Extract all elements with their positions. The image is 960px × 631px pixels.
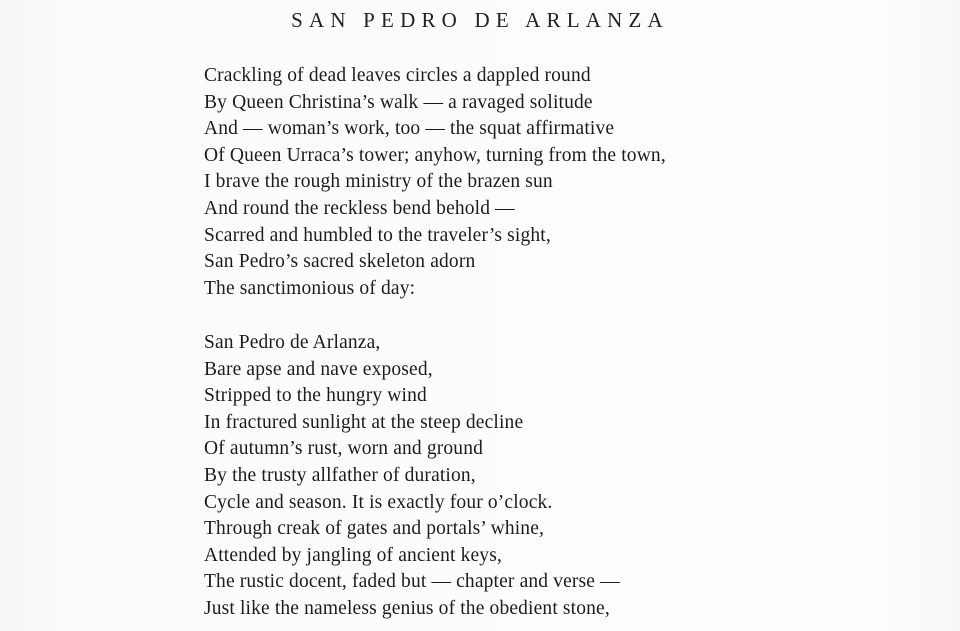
poem-line: And — woman’s work, too — the squat affirmative: [204, 118, 615, 140]
stanza-1: [204, 63, 666, 302]
poem-line: Scarred and humbled to the traveler’s sight,: [204, 224, 551, 246]
poem-line: The rustic docent, faded but — chapter and verse —: [204, 571, 620, 593]
poem-line: Of autumn’s rust, worn and ground: [204, 438, 483, 460]
poem-line: The sanctimonious of day:: [204, 277, 416, 299]
poem-line: Of Queen Urraca’s tower; anyhow, turning from the town,: [204, 144, 666, 166]
poem-line: Bare apse and nave exposed,: [204, 358, 433, 380]
poem-title: SAN PEDRO DE ARLANZA: [291, 8, 669, 32]
poem-line: Just like the nameless genius of the obedient stone,: [204, 597, 610, 619]
poem-line: San Pedro de Arlanza,: [204, 332, 381, 353]
poem-line: Crackling of dead leaves circles a dappled round: [204, 65, 591, 86]
poem-line: San Pedro’s sacred skeleton adorn: [204, 251, 476, 273]
poem-line: In fractured sunlight at the steep decline: [204, 411, 524, 433]
poem-line: Attended by jangling of ancient keys,: [204, 544, 502, 566]
poem-line: Through creak of gates and portals’ whine,: [204, 518, 545, 540]
stanza-2: [204, 330, 620, 623]
poem-line: By the trusty allfather of duration,: [204, 464, 476, 486]
poem-line: Stripped to the hungry wind: [204, 385, 427, 407]
poem-line: I brave the rough ministry of the brazen sun: [204, 171, 553, 193]
poem-line: By Queen Christina’s walk — a ravaged solitude: [204, 91, 593, 113]
poem-line: And round the reckless bend behold —: [204, 197, 515, 219]
poem-line: Cycle and season. It is exactly four o’clock.: [204, 491, 553, 513]
